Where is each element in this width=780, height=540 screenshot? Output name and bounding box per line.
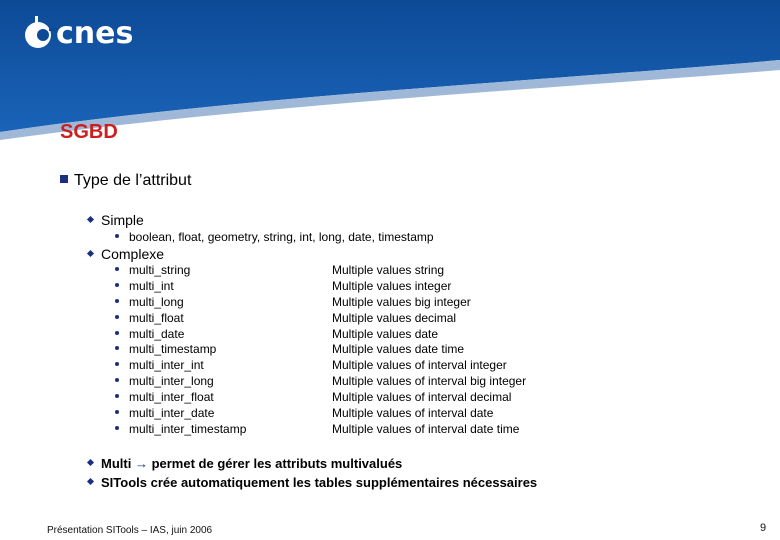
simple-types [115, 230, 434, 246]
type-name-text: multi_timestamp [129, 342, 217, 357]
complexe-bullet [88, 246, 164, 263]
type-name [115, 390, 332, 406]
dot-bullet-icon [115, 283, 119, 287]
list-item [115, 327, 675, 343]
list-item [115, 390, 675, 406]
type-name [115, 311, 332, 327]
brand-wordmark: cnes [56, 16, 134, 51]
dot-bullet-icon [115, 426, 119, 430]
list-item [115, 374, 675, 390]
complexe-label: Complexe [101, 246, 165, 262]
list-item [115, 263, 675, 279]
type-description: Multiple values big integer [332, 294, 471, 309]
dot-bullet-icon [115, 267, 119, 271]
type-name-text: multi_int [129, 278, 174, 293]
type-description: Multiple values decimal [332, 310, 457, 325]
type-name-text: multi_inter_int [129, 358, 204, 373]
dot-bullet-icon [115, 299, 119, 303]
multi-note-pre: Multi [101, 456, 132, 471]
dot-bullet-icon [115, 315, 119, 319]
heading-text: Type de l’attribut [74, 172, 192, 189]
type-description: Multiple values of interval big integer [332, 374, 527, 389]
type-name-text: multi_inter_long [129, 374, 214, 389]
sitools-note-text: SITools crée automatiquement les tables supplémentaires nécessaires [101, 475, 538, 490]
multi-note [88, 455, 402, 472]
list-item [115, 295, 675, 311]
type-name [115, 342, 332, 358]
diamond-bullet-icon [87, 478, 94, 485]
diamond-bullet-icon [87, 250, 94, 257]
type-name-text: multi_long [129, 294, 184, 309]
dot-bullet-icon [115, 234, 119, 238]
type-name [115, 422, 332, 438]
arrow-right-icon: → [134, 456, 148, 471]
sitools-note [88, 474, 537, 491]
type-name [115, 279, 332, 295]
simple-label: Simple [101, 212, 144, 228]
square-bullet-icon [60, 175, 68, 183]
list-item [115, 279, 675, 295]
slide-title: SGBD [60, 121, 118, 143]
type-name-text: multi_inter_date [129, 406, 215, 421]
page-number: 9 [760, 522, 767, 534]
footer-text: Présentation SITools – IAS, juin 2006 [47, 525, 213, 536]
type-description: Multiple values of interval decimal [332, 390, 512, 405]
dot-bullet-icon [115, 331, 119, 335]
section-heading [60, 171, 191, 191]
type-name-text: multi_float [129, 310, 184, 325]
type-name [115, 327, 332, 343]
list-item [115, 358, 675, 374]
dot-bullet-icon [115, 394, 119, 398]
dot-bullet-icon [115, 378, 119, 382]
type-description: Multiple values string [332, 263, 445, 277]
type-description: Multiple values date time [332, 342, 465, 357]
list-item [115, 406, 675, 422]
type-name-text: multi_string [129, 263, 191, 277]
multi-note-post: permet de gérer les attributs multivalués [151, 456, 403, 471]
dot-bullet-icon [115, 410, 119, 414]
diamond-bullet-icon [87, 459, 94, 466]
type-description: Multiple values date [332, 326, 439, 341]
list-item [115, 422, 675, 438]
type-description: Multiple values integer [332, 278, 452, 293]
type-name [115, 263, 332, 279]
diamond-bullet-icon [87, 216, 94, 223]
type-name [115, 295, 332, 311]
type-description: Multiple values of interval integer [332, 358, 507, 373]
dot-bullet-icon [115, 362, 119, 366]
type-description: Multiple values of interval date time [332, 421, 520, 436]
list-item [115, 342, 675, 358]
type-name-text: multi_date [129, 326, 185, 341]
type-name [115, 374, 332, 390]
type-name [115, 358, 332, 374]
type-name-text: multi_inter_timestamp [129, 421, 247, 436]
complexe-type-list [115, 263, 675, 438]
simple-bullet [88, 212, 144, 229]
list-item [115, 311, 675, 327]
type-name [115, 406, 332, 422]
simple-types-text: boolean, float, geometry, string, int, long, date, timestamp [129, 230, 434, 244]
type-description: Multiple values of interval date [332, 406, 494, 421]
type-name-text: multi_inter_float [129, 390, 214, 405]
dot-bullet-icon [115, 346, 119, 350]
